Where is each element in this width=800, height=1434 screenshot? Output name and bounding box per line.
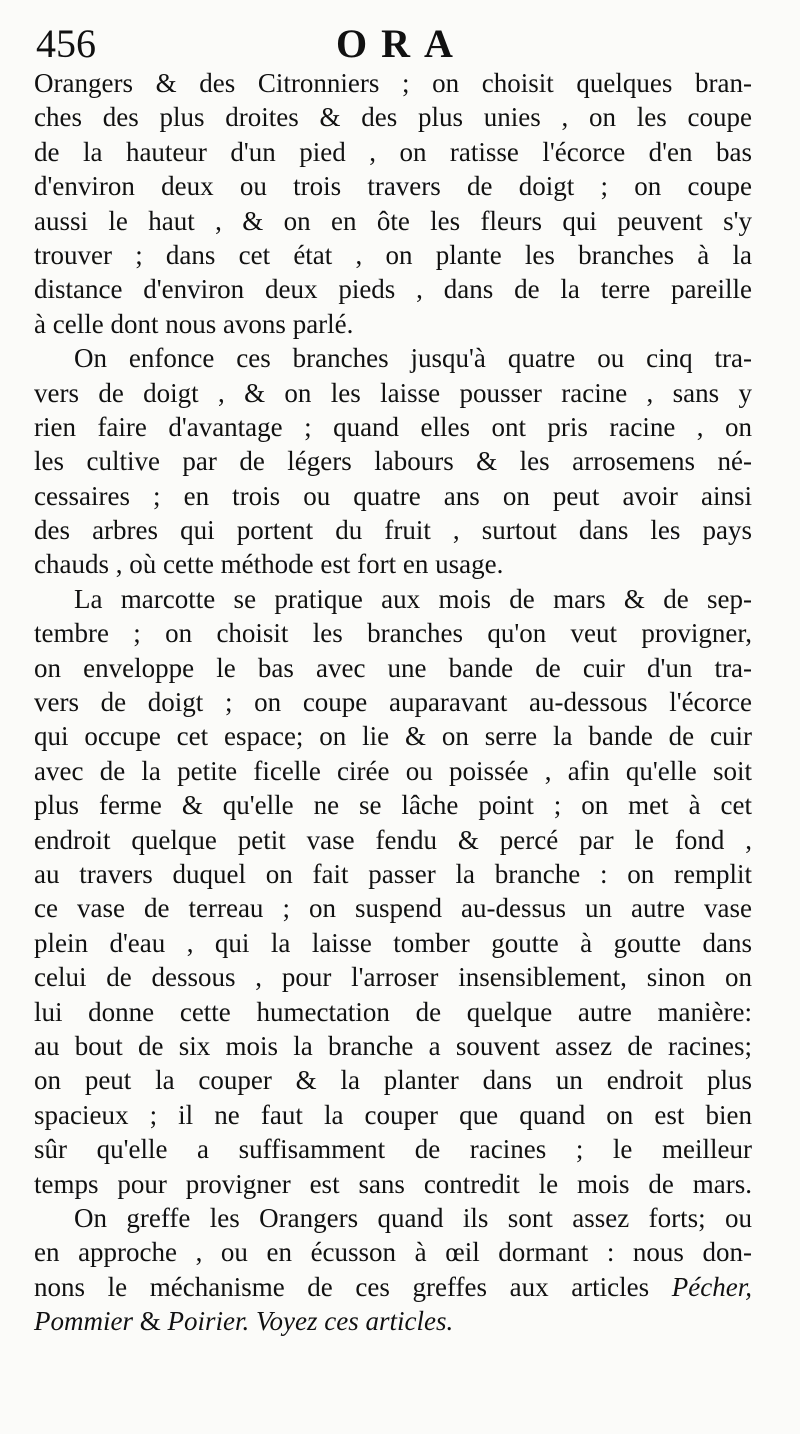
article-reference: Pommier xyxy=(34,1306,133,1337)
running-head: ORA xyxy=(336,21,467,66)
page-number: 456 xyxy=(36,21,96,66)
text-line: On enfonce ces branches jusqu'à quatre ou cinq tra- xyxy=(74,343,752,374)
page-header xyxy=(36,18,776,70)
text-line: de la hauteur d'un pied , on ratisse l'écorce d'en bas xyxy=(34,136,752,167)
text-line: tembre ; on choisit les branches qu'on veut provigner, xyxy=(34,618,752,649)
text-segment: nons le méchanisme de ces greffes aux articles xyxy=(34,1271,650,1302)
article-reference: Pécher, xyxy=(671,1271,752,1302)
text-line: lui donne cette humectation de quelque autre manière: xyxy=(34,996,752,1027)
text-line: distance d'environ deux pieds , dans de la terre pareille xyxy=(34,274,752,305)
text-line: on peut la couper & la planter dans un endroit plus xyxy=(34,1065,752,1096)
text-line: temps pour provigner est sans contredit le mois de mars. xyxy=(34,1168,752,1199)
text-line: les cultive par de légers labours & les arrosemens né- xyxy=(34,446,752,477)
text-line: celui de dessous , pour l'arroser insensiblement, sinon on xyxy=(34,962,752,993)
text-line: chauds , où cette méthode est fort en usage. xyxy=(34,549,504,580)
text-line: on enveloppe le bas avec une bande de cuir d'un tra- xyxy=(34,652,752,683)
text-line: endroit quelque petit vase fendu & percé par le fond , xyxy=(34,824,752,855)
text-line: à celle dont nous avons parlé. xyxy=(34,308,354,339)
text-line: trouver ; dans cet état , on plante les branches à la xyxy=(34,239,752,270)
text-segment: & xyxy=(132,1306,168,1337)
text-line: avec de la petite ficelle cirée ou poissée , afin qu'elle soit xyxy=(34,755,752,786)
text-line: des arbres qui portent du fruit , surtout dans les pays xyxy=(34,515,752,546)
text-line: spacieux ; il ne faut la couper que quand on est bien xyxy=(34,1099,752,1130)
text-line: rien faire d'avantage ; quand elles ont pris racine , on xyxy=(34,411,752,442)
body-text xyxy=(34,66,752,1338)
text-line: La marcotte se pratique aux mois de mars & de sep- xyxy=(74,583,752,614)
text-line: sûr qu'elle a suffisamment de racines ; le meilleur xyxy=(34,1134,752,1165)
paragraph xyxy=(34,1201,752,1339)
text-line: qui occupe cet espace; on lie & on serre la bande de cuir xyxy=(34,721,752,752)
text-line xyxy=(34,1270,752,1304)
text-line xyxy=(34,1304,752,1338)
paragraph xyxy=(34,66,752,341)
text-line: On greffe les Orangers quand ils sont assez forts; ou xyxy=(74,1202,752,1233)
paragraph xyxy=(34,582,752,1201)
paragraph xyxy=(34,341,752,582)
text-line: vers de doigt , & on les laisse pousser racine , sans y xyxy=(34,377,752,408)
text-line: vers de doigt ; on coupe auparavant au-dessous l'écorce xyxy=(34,687,752,718)
text-line: plus ferme & qu'elle ne se lâche point ; on met à cet xyxy=(34,790,752,821)
article-reference: Poirier. xyxy=(167,1306,250,1337)
cross-reference: Voyez ces articles. xyxy=(256,1306,454,1337)
text-line: ce vase de terreau ; on suspend au-dessus un autre vase xyxy=(34,893,752,924)
text-line: cessaires ; en trois ou quatre ans on peut avoir ainsi xyxy=(34,480,752,511)
text-line: plein d'eau , qui la laisse tomber goutte à goutte dans xyxy=(34,927,752,958)
text-line: d'environ deux ou trois travers de doigt ; on coupe xyxy=(34,171,752,202)
text-line: en approche , ou en écusson à œil dormant : nous don- xyxy=(34,1237,752,1268)
text-line: aussi le haut , & on en ôte les fleurs qui peuvent s'y xyxy=(34,205,752,236)
text-line: Orangers & des Citronniers ; on choisit quelques bran- xyxy=(34,68,752,98)
text-line: ches des plus droites & des plus unies , on les coupe xyxy=(34,102,752,133)
text-line: au bout de six mois la branche a souvent assez de racines; xyxy=(34,1030,752,1061)
text-line: au travers duquel on fait passer la branche : on remplit xyxy=(34,858,752,889)
